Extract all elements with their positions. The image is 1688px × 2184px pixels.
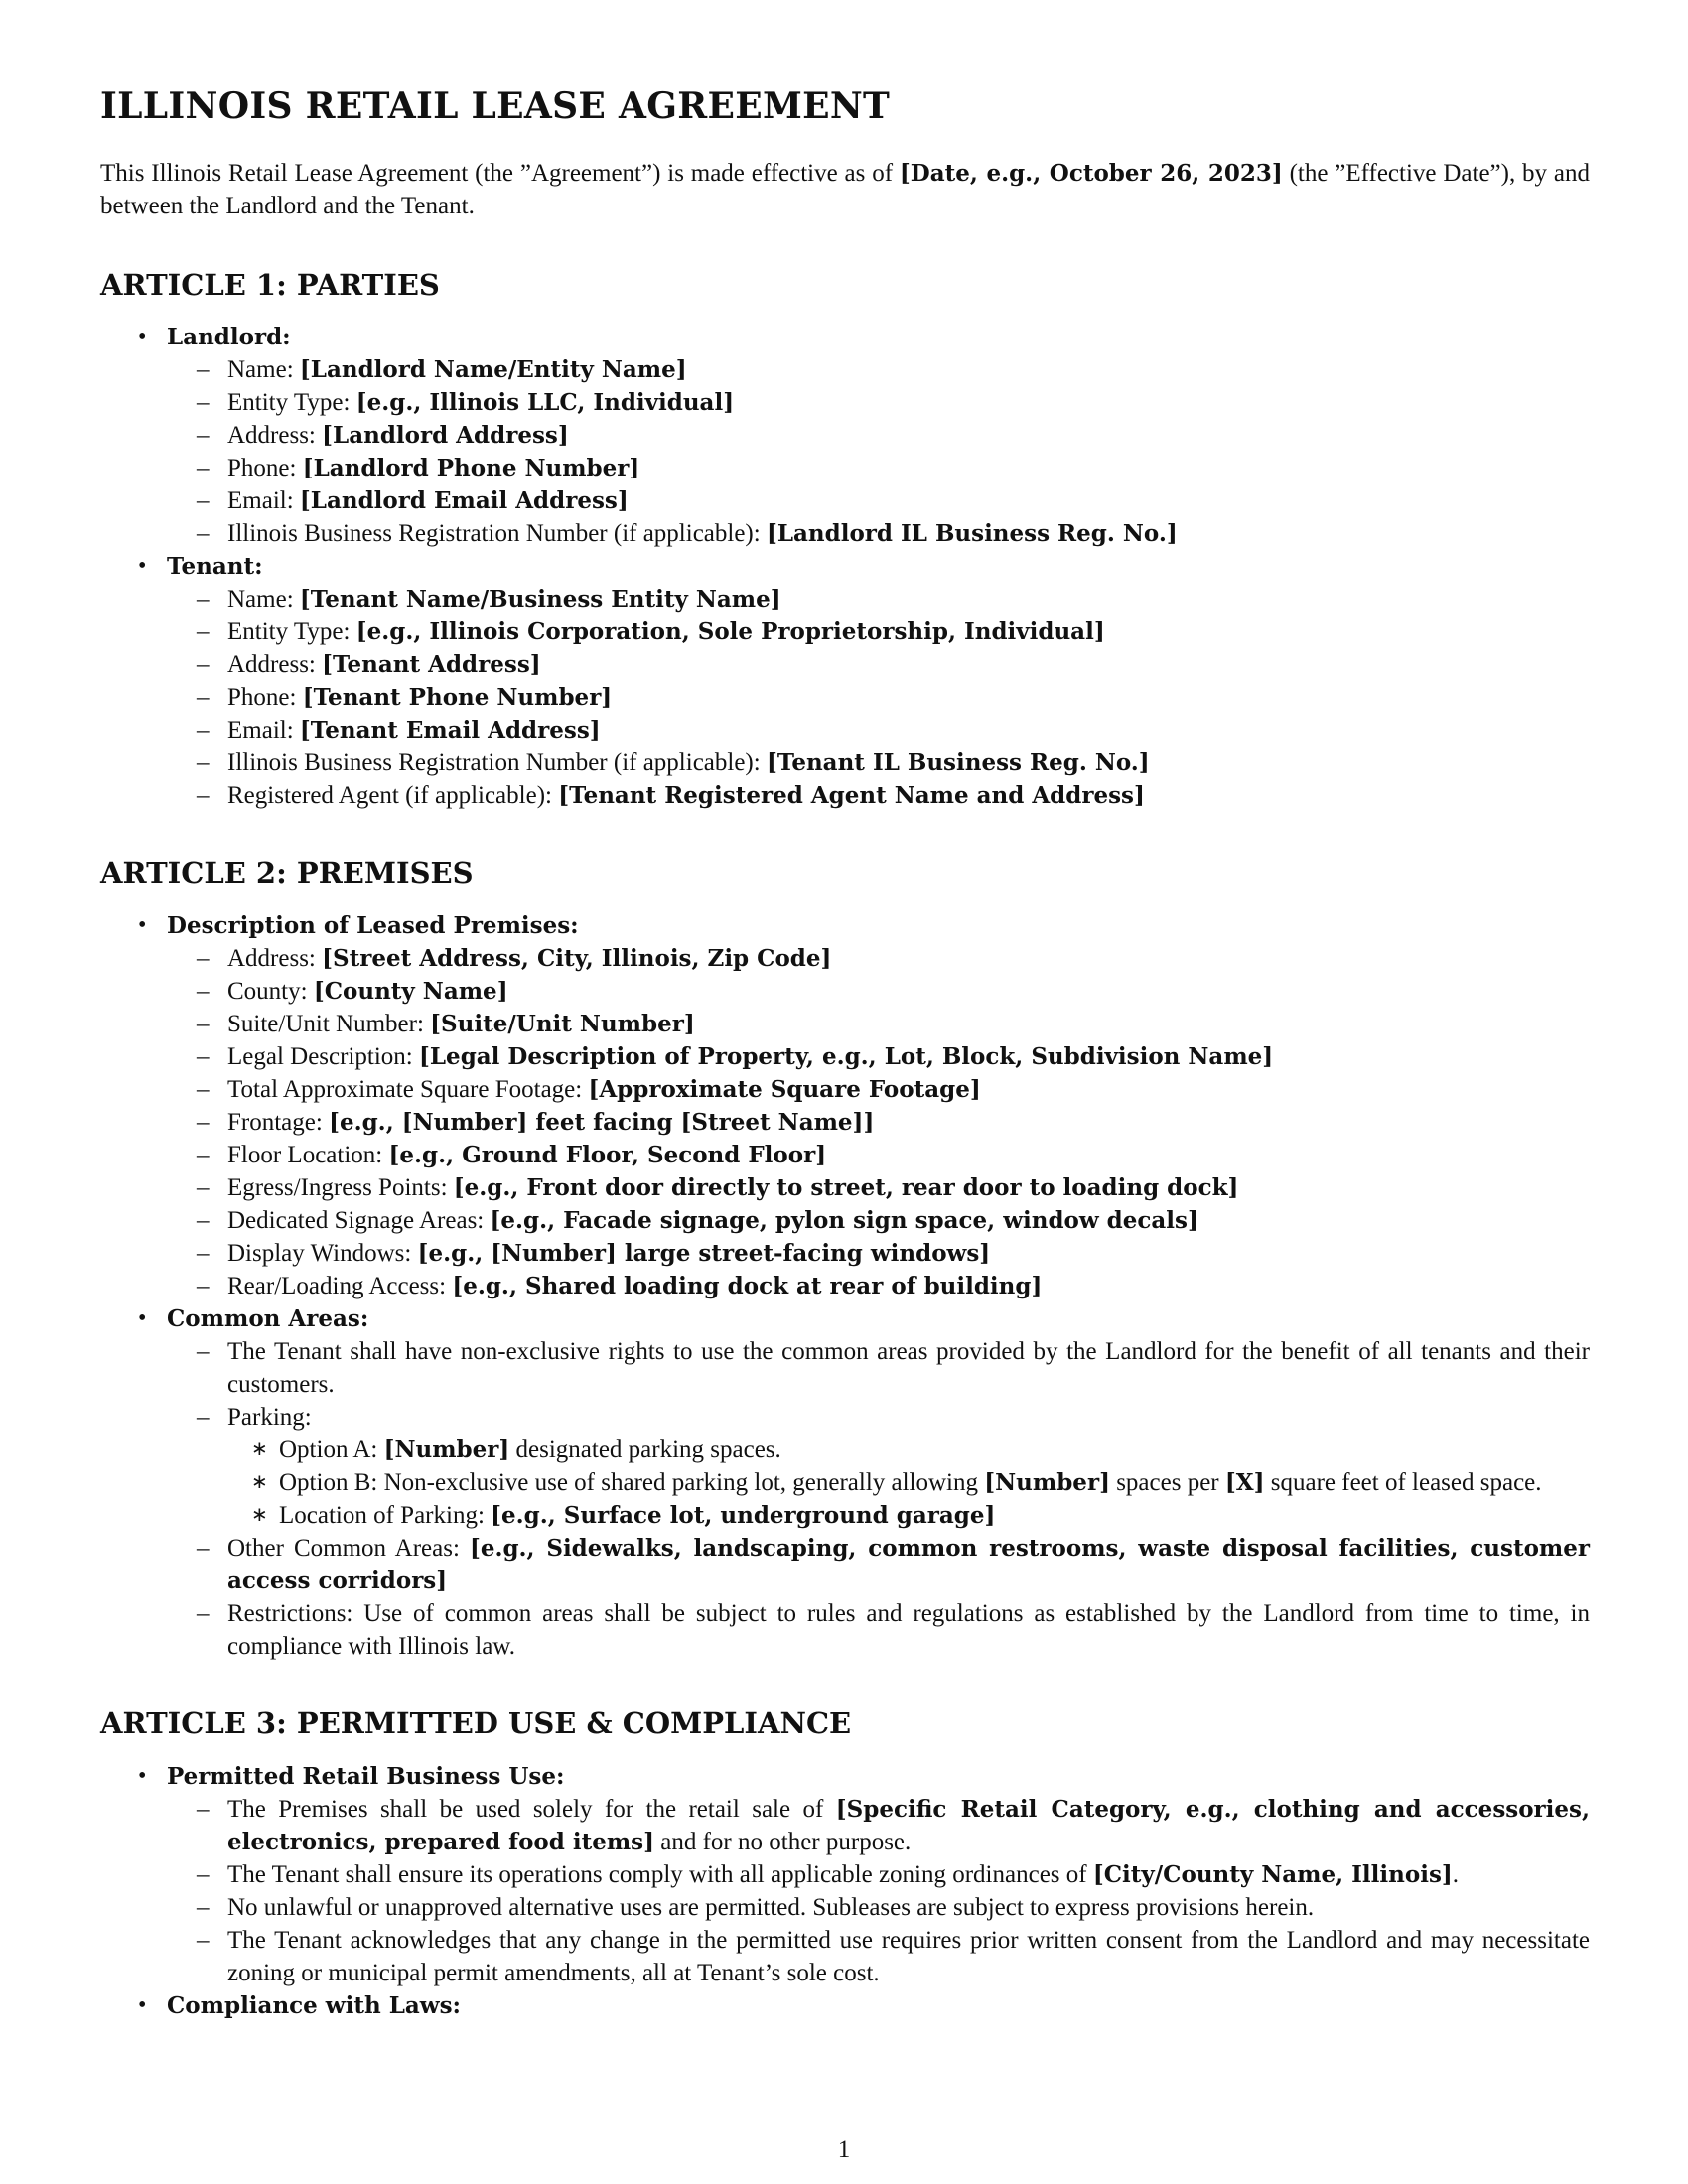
dash-icon: – xyxy=(197,487,210,515)
document-title: ILLINOIS RETAIL LEASE AGREEMENT xyxy=(100,85,891,127)
dash-icon: – xyxy=(197,1142,210,1169)
list-item: – The Tenant shall have non-exclusive rights to use the common areas provided by the Landlord for the benefit of all tenants and their customers. xyxy=(100,1335,1590,1401)
dash-icon: – xyxy=(197,1076,210,1104)
list-item: • Description of Leased Premises: xyxy=(100,909,1590,942)
asterisk-icon: ∗ xyxy=(251,1504,268,1527)
list-item: – Email: [Tenant Email Address] xyxy=(100,714,1590,747)
list-item: – County: [County Name] xyxy=(100,975,1590,1008)
dash-icon: – xyxy=(197,945,210,973)
article-1-heading: ARTICLE 1: PARTIES xyxy=(100,267,440,302)
dash-icon: – xyxy=(197,1894,210,1922)
list-item: – Name: [Landlord Name/Entity Name] xyxy=(100,353,1590,386)
dash-icon: – xyxy=(197,520,210,548)
list-item: – Entity Type: [e.g., Illinois LLC, Individual] xyxy=(100,386,1590,419)
list-item: • Common Areas: xyxy=(100,1302,1590,1335)
dash-icon: – xyxy=(197,1207,210,1235)
list-item: • Tenant: xyxy=(100,550,1590,583)
dash-icon: – xyxy=(197,1273,210,1300)
dash-icon: – xyxy=(197,717,210,745)
asterisk-icon: ∗ xyxy=(251,1471,268,1494)
bullet-icon: • xyxy=(138,1763,147,1790)
dash-icon: – xyxy=(197,1043,210,1071)
list-item: ∗ Option B: Non-exclusive use of shared parking lot, generally allowing [Number] spaces per [X] square feet of leased space. xyxy=(100,1466,1590,1499)
list-item: – Frontage: [e.g., [Number] feet facing [Street Name]] xyxy=(100,1106,1590,1139)
list-item: – Total Approximate Square Footage: [Approximate Square Footage] xyxy=(100,1073,1590,1106)
dash-icon: – xyxy=(197,1338,210,1366)
list-item: • Permitted Retail Business Use: xyxy=(100,1760,1590,1793)
list-item: – Email: [Landlord Email Address] xyxy=(100,484,1590,517)
list-item: – Display Windows: [e.g., [Number] large street-facing windows] xyxy=(100,1237,1590,1270)
list-item: – Other Common Areas: [e.g., Sidewalks, landscaping, common restrooms, waste disposal facilities, customer access corridors] xyxy=(100,1532,1590,1597)
article-2-heading: ARTICLE 2: PREMISES xyxy=(100,856,474,890)
list-item: – Phone: [Landlord Phone Number] xyxy=(100,452,1590,484)
dash-icon: – xyxy=(197,618,210,646)
asterisk-icon: ∗ xyxy=(251,1438,268,1461)
dash-icon: – xyxy=(197,1011,210,1038)
dash-icon: – xyxy=(197,389,210,417)
bullet-icon: • xyxy=(138,1992,147,2019)
list-item: – Name: [Tenant Name/Business Entity Name] xyxy=(100,583,1590,615)
list-item: – The Tenant shall ensure its operations comply with all applicable zoning ordinances of [City/County Name, Illinois]. xyxy=(100,1858,1590,1891)
bullet-icon: • xyxy=(138,912,147,939)
list-item: – No unlawful or unapproved alternative uses are permitted. Subleases are subject to express provisions herein. xyxy=(100,1891,1590,1924)
list-item: – Rear/Loading Access: [e.g., Shared loading dock at rear of building] xyxy=(100,1270,1590,1302)
dash-icon: – xyxy=(197,782,210,810)
bullet-icon: • xyxy=(138,553,147,580)
article-3-heading: ARTICLE 3: PERMITTED USE & COMPLIANCE xyxy=(100,1706,852,1741)
list-item: – Restrictions: Use of common areas shall be subject to rules and regulations as established by the Landlord from time to time, in compliance with Illinois law. xyxy=(100,1597,1590,1663)
bullet-icon: • xyxy=(138,1305,147,1332)
dash-icon: – xyxy=(197,1109,210,1137)
list-item: – Dedicated Signage Areas: [e.g., Facade signage, pylon sign space, window decals] xyxy=(100,1204,1590,1237)
document-page xyxy=(100,87,1590,2068)
list-item: – Entity Type: [e.g., Illinois Corporation, Sole Proprietorship, Individual] xyxy=(100,615,1590,648)
premises-list xyxy=(100,909,1590,1663)
parties-list xyxy=(100,321,1590,812)
dash-icon: – xyxy=(197,1600,210,1628)
list-item: – Floor Location: [e.g., Ground Floor, Second Floor] xyxy=(100,1139,1590,1171)
intro-paragraph: This Illinois Retail Lease Agreement (the ”Agreement”) is made effective as of [Date, e.g., October 26, 2023] (the ”Effective Date”), by and between the Landlord and the Tenant. xyxy=(100,159,1590,219)
list-item: – The Premises shall be used solely for the retail sale of [Specific Retail Category, e.g., clothing and accessories, electronics, prepared food items] and for no other purpose. xyxy=(100,1793,1590,1858)
dash-icon: – xyxy=(197,422,210,450)
list-item: – Address: [Street Address, City, Illinois, Zip Code] xyxy=(100,942,1590,975)
dash-icon: – xyxy=(197,978,210,1006)
dash-icon: – xyxy=(197,1927,210,1955)
dash-icon: – xyxy=(197,455,210,482)
list-item: ∗ Location of Parking: [e.g., Surface lot, underground garage] xyxy=(100,1499,1590,1532)
dash-icon: – xyxy=(197,651,210,679)
list-item: – The Tenant acknowledges that any change in the permitted use requires prior written consent from the Landlord and may necessitate zoning or municipal permit amendments, all at Tenant’s sole cost. xyxy=(100,1924,1590,1989)
dash-icon: – xyxy=(197,750,210,777)
article-3-section xyxy=(100,1708,1590,2022)
list-item: – Address: [Landlord Address] xyxy=(100,419,1590,452)
dash-icon: – xyxy=(197,684,210,712)
dash-icon: – xyxy=(197,1796,210,1824)
list-item: • Compliance with Laws: xyxy=(100,1989,1590,2022)
list-item: ∗ Option A: [Number] designated parking spaces. xyxy=(100,1433,1590,1466)
article-2-section xyxy=(100,858,1590,1663)
dash-icon: – xyxy=(197,1861,210,1889)
list-item: – Registered Agent (if applicable): [Tenant Registered Agent Name and Address] xyxy=(100,779,1590,812)
list-item: – Illinois Business Registration Number (if applicable): [Tenant IL Business Reg. No.] xyxy=(100,747,1590,779)
dash-icon: – xyxy=(197,1404,210,1432)
dash-icon: – xyxy=(197,1535,210,1563)
permitted-use-list xyxy=(100,1760,1590,2022)
list-item: – Suite/Unit Number: [Suite/Unit Number] xyxy=(100,1008,1590,1040)
dash-icon: – xyxy=(197,1174,210,1202)
dash-icon: – xyxy=(197,1240,210,1268)
list-item: – Address: [Tenant Address] xyxy=(100,648,1590,681)
article-1-section xyxy=(100,267,1590,813)
list-item: • Landlord: xyxy=(100,321,1590,353)
dash-icon: – xyxy=(197,586,210,614)
list-item: – Phone: [Tenant Phone Number] xyxy=(100,681,1590,714)
list-item: – Legal Description: [Legal Description of Property, e.g., Lot, Block, Subdivision Name] xyxy=(100,1040,1590,1073)
bullet-icon: • xyxy=(138,324,147,350)
page-number: 1 xyxy=(837,2136,851,2163)
dash-icon: – xyxy=(197,356,210,384)
effective-date-placeholder: [Date, e.g., October 26, 2023] xyxy=(899,159,1283,187)
list-item: – Illinois Business Registration Number (if applicable): [Landlord IL Business Reg. No.] xyxy=(100,517,1590,550)
list-item: – Egress/Ingress Points: [e.g., Front door directly to street, rear door to loading dock] xyxy=(100,1171,1590,1204)
list-item: – Parking: xyxy=(100,1401,1590,1433)
